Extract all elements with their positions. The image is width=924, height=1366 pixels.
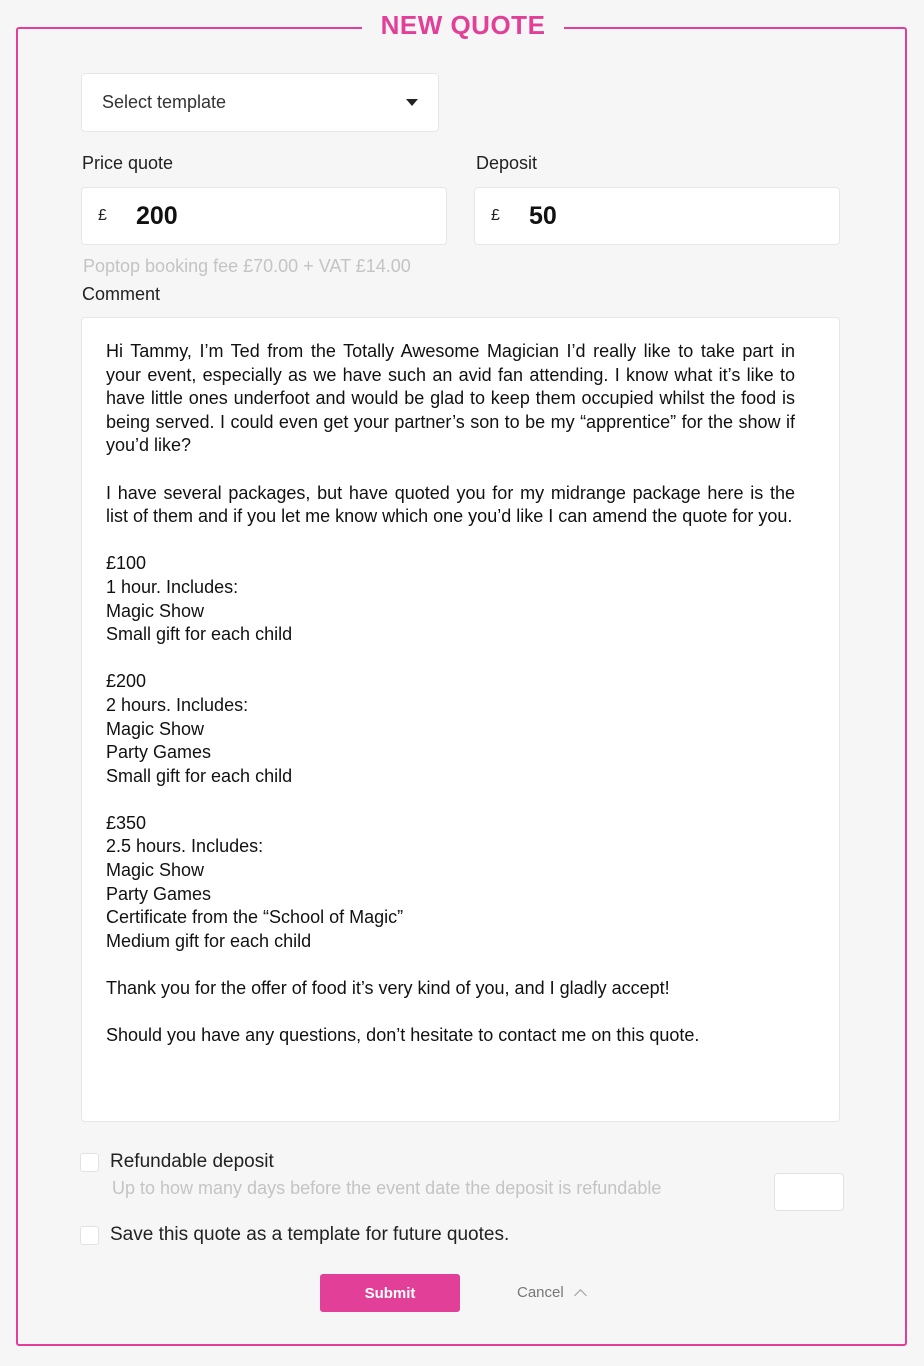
package-duration: 2 hours. Includes: <box>106 694 249 715</box>
refund-days-help: Up to how many days before the event date the deposit is refundable <box>112 1178 662 1198</box>
package-item: Certificate from the “School of Magic” <box>106 907 404 928</box>
comment-thanks: Thank you for the offer of food it’s very kind of you, and I gladly accept! <box>106 978 670 999</box>
package-price: £200 <box>106 671 147 692</box>
deposit-input[interactable] <box>529 202 779 231</box>
package-block <box>106 552 795 646</box>
save-template-row <box>80 1224 509 1246</box>
cancel-link[interactable] <box>517 1284 585 1301</box>
deposit-label: Deposit <box>476 153 538 173</box>
package-item: Small gift for each child <box>106 765 293 786</box>
refundable-deposit-label: Refundable deposit <box>110 1151 274 1172</box>
refund-days-input[interactable] <box>774 1173 844 1211</box>
save-template-label: Save this quote as a template for future quotes. <box>110 1224 510 1245</box>
price-quote-input[interactable] <box>136 202 386 231</box>
booking-fee-note: Poptop booking fee £70.00 + VAT £14.00 <box>83 256 411 276</box>
price-quote-label: Price quote <box>82 153 174 173</box>
package-item: Small gift for each child <box>106 624 293 645</box>
comment-packages-intro: I have several packages, but have quoted you for my midrange package here is the list of them and if you let me know which one you’d like I can amend the quote for you. <box>106 482 795 527</box>
package-list <box>106 552 795 953</box>
template-select[interactable] <box>81 73 439 132</box>
package-item: Medium gift for each child <box>106 930 312 951</box>
cancel-label: Cancel <box>517 1284 564 1301</box>
form-title: NEW QUOTE <box>362 8 564 42</box>
pound-sign: £ <box>491 207 500 224</box>
comment-textarea[interactable] <box>81 317 840 1122</box>
package-duration: 1 hour. Includes: <box>106 576 239 597</box>
refundable-deposit-row <box>80 1151 274 1173</box>
pound-sign: £ <box>98 207 107 224</box>
comment-intro: Hi Tammy, I’m Ted from the Totally Awesome Magician I’d really like to take part in your event, especially as we have such an avid fan attending. I know what it’s like to have little ones underfoot and would be glad to keep them occupied whilst the food is being served. I could even get your partner’s son to be my “apprentice” for the show if you’d like? <box>106 341 795 456</box>
template-select-label: Select template <box>102 92 227 112</box>
package-item: Magic Show <box>106 718 205 739</box>
package-item: Magic Show <box>106 600 205 621</box>
deposit-field[interactable] <box>474 187 840 245</box>
chevron-up-icon <box>574 1289 587 1302</box>
price-quote-field[interactable] <box>81 187 447 245</box>
package-item: Party Games <box>106 883 212 904</box>
package-item: Party Games <box>106 742 212 763</box>
comment-closing: Should you have any questions, don’t hesitate to contact me on this quote. <box>106 1025 700 1046</box>
package-block <box>106 812 795 954</box>
package-price: £350 <box>106 812 147 833</box>
refundable-deposit-checkbox[interactable] <box>80 1153 99 1172</box>
package-item: Magic Show <box>106 860 205 881</box>
package-price: £100 <box>106 553 147 574</box>
chevron-down-icon <box>406 99 418 106</box>
comment-label: Comment <box>82 284 161 304</box>
package-duration: 2.5 hours. Includes: <box>106 836 264 857</box>
comment-text <box>106 340 795 1048</box>
save-template-checkbox[interactable] <box>80 1226 99 1245</box>
package-block <box>106 670 795 788</box>
submit-button[interactable]: Submit <box>320 1274 460 1312</box>
